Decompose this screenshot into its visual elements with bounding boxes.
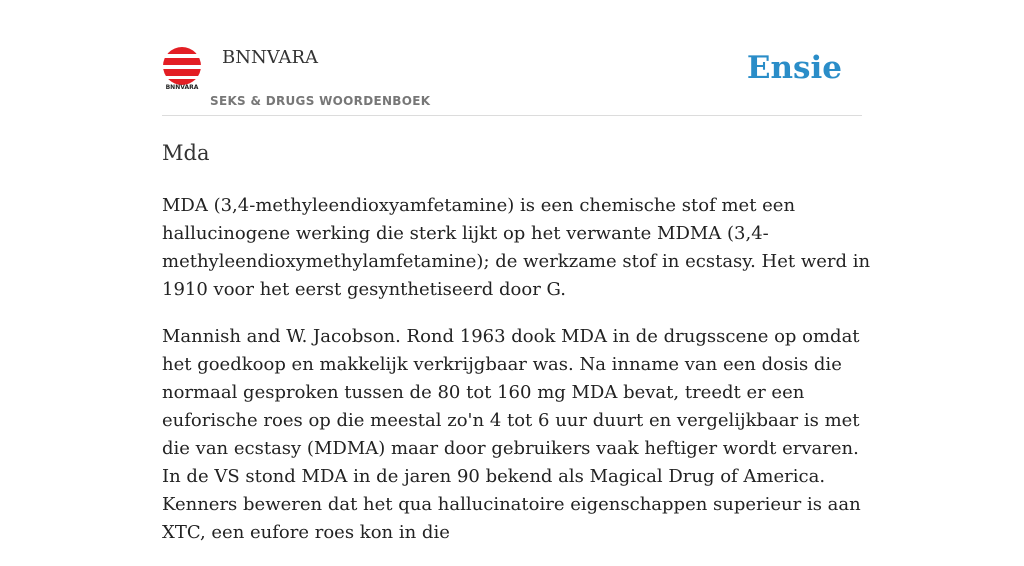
- site-header: [162, 40, 862, 116]
- logo-wordmark: BNNVARA: [165, 84, 199, 91]
- article-content: [162, 192, 872, 566]
- site-subtitle[interactable]: SEKS & DRUGS WOORDENBOEK: [210, 94, 431, 108]
- article-paragraph-1: MDA (3,4-methyleendioxyamfetamine) is een chemische stof met een hallucinogene werking die sterk lijkt op het verwante MDMA (3,4-methyleendioxymethylamfetamine); de werkzame stof in ecstasy. Het werd in 1910 voor het eerst gesynthetiseerd door G.: [162, 195, 871, 300]
- bnnvara-logo[interactable]: [162, 46, 202, 90]
- article-paragraph-2: Mannish and W. Jacobson. Rond 1963 dook MDA in de drugsscene op omdat het goedkoop en makkelijk verkrijgbaar was. Na inname van een dosis die normaal gesproken tussen de 80 tot 160 mg MDA bevat, treedt er een euforische roes op die meestal zo'n 4 tot 6 uur duurt en vergelijkbaar is met die van ecstasy (MDMA) maar door gebruikers vaak heftiger wordt ervaren. In de VS stond MDA in de jaren 90 bekend als Magical Drug of America. Kenners beweren dat het qua hallucinatoire eigenschappen superieur is aan XTC, een eufore roes kon in die: [162, 326, 861, 543]
- site-name[interactable]: BNNVARA: [222, 47, 319, 68]
- page-title: Mda: [162, 141, 210, 165]
- ensie-brand-link[interactable]: Ensie: [746, 50, 842, 86]
